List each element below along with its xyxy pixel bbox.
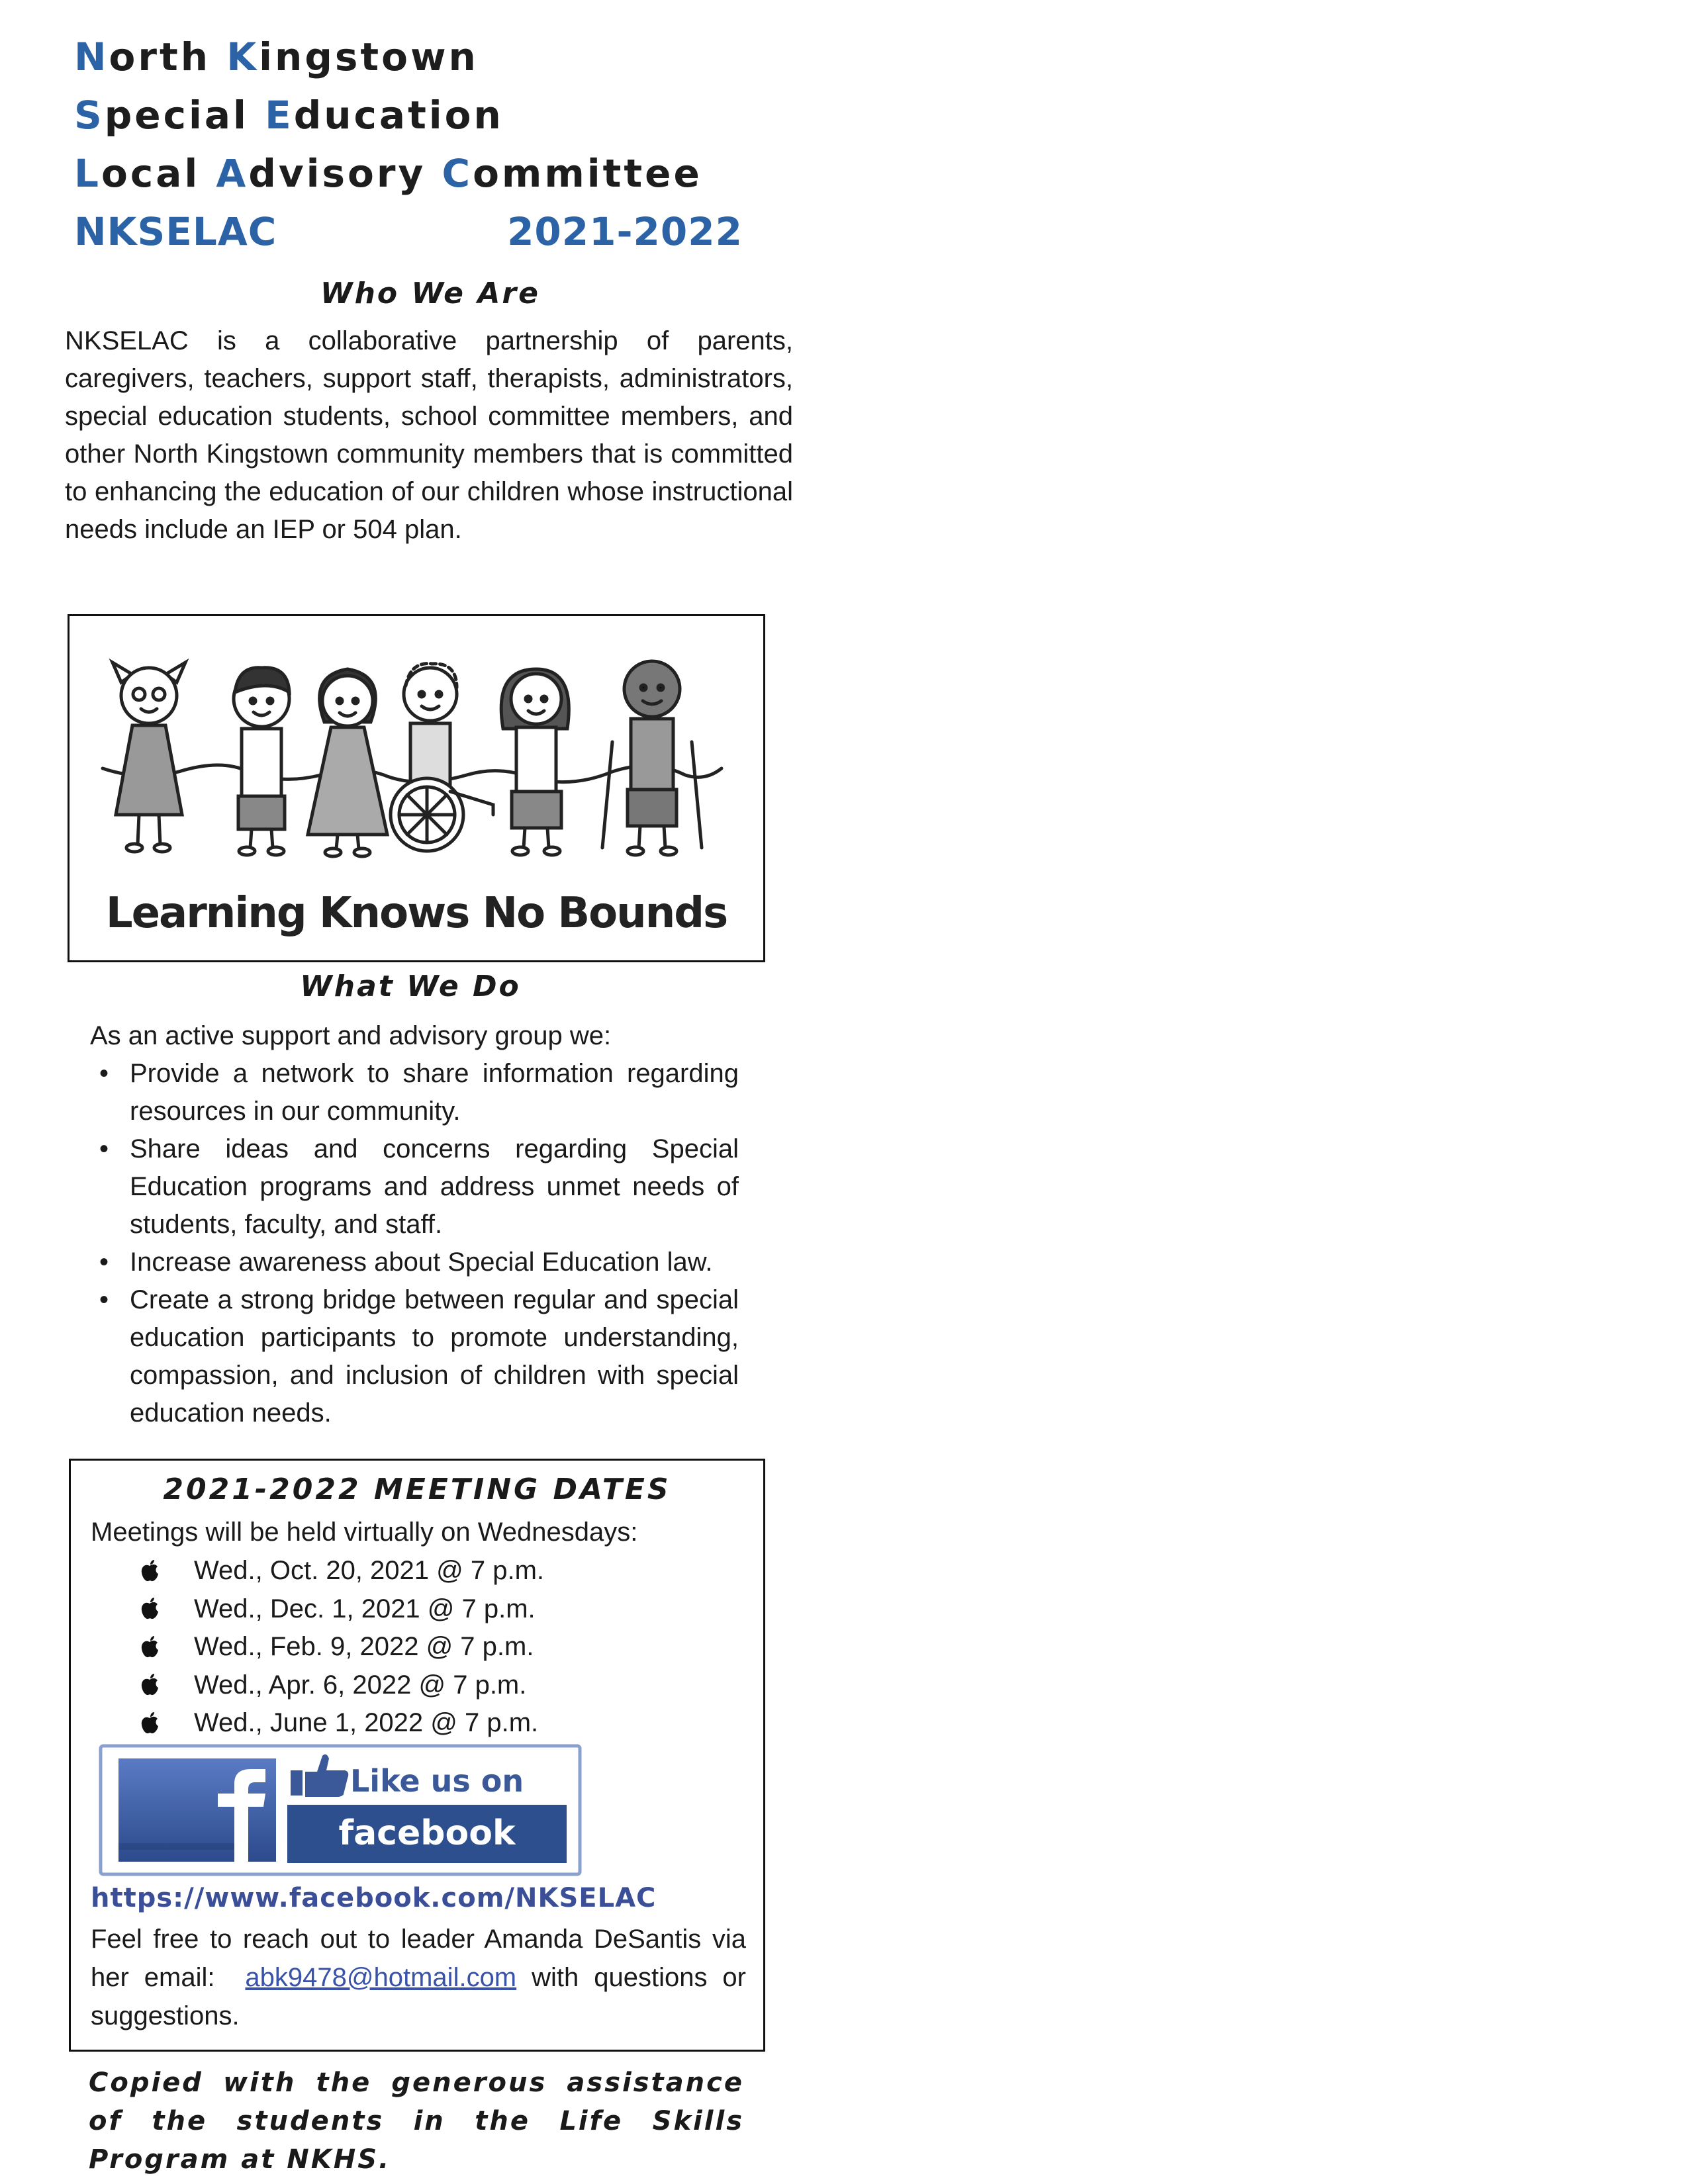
school-year: 2021-2022 [507, 209, 743, 254]
meeting-date-text: Wed., Dec. 1, 2021 @ 7 p.m. [194, 1594, 536, 1623]
contact-pre: Feel free to reach out to leader Amanda DeSantis via her email: [91, 1925, 754, 1992]
apple-bullet-icon [140, 1635, 160, 1659]
meeting-date [140, 1590, 544, 1629]
title-line-3: Local Advisory Committee [74, 151, 702, 196]
who-we-are-text: NKSELAC is a collaborative partnership of parents, caregivers, teachers, support staff, therapists, administrators, special education students, school committee members, and other North Kingstown community members that is committed to enhancing the education of our children whose instructional needs include an IEP or 504 plan. [65, 326, 793, 544]
list-item: • Share ideas and concerns regarding Special Education programs and address unmet needs of students, faculty, and staff. [90, 1130, 739, 1244]
meeting-date [140, 1628, 544, 1666]
apple-bullet-icon [140, 1673, 160, 1697]
list-item: • Create a strong bridge between regular and special education participants to promote understanding, compassion, and inclusion of children with special education needs. [90, 1281, 739, 1432]
meeting-date-text: Wed., Feb. 9, 2022 @ 7 p.m. [194, 1632, 534, 1661]
list-item: • Increase awareness about Special Education law. [90, 1244, 739, 1281]
footer-credit: Copied with the generous assistance of the students in the Life Skills Program at NKHS. [89, 2068, 744, 2175]
who-we-are-heading: Who We Are [320, 277, 540, 310]
title-line-2: Special Education [74, 93, 504, 138]
what-we-do-heading: What We Do [300, 970, 521, 1003]
meeting-date-text: Wed., Oct. 20, 2021 @ 7 p.m. [194, 1556, 545, 1585]
what-we-do-list [90, 1055, 739, 1432]
banner-caption: Learning Knows No Bounds [105, 889, 727, 938]
facebook-like-text: Like us on [350, 1763, 524, 1799]
children-holding-hands-illustration [70, 616, 763, 960]
email-link[interactable]: abk9478@hotmail.com [245, 1963, 517, 1992]
list-item: • Provide a network to share information regarding resources in our community. [90, 1055, 739, 1130]
meeting-date [140, 1704, 544, 1743]
what-we-do-intro: As an active support and advisory group we: [90, 1021, 612, 1050]
meeting-dates-list [140, 1552, 544, 1743]
contact-post: with questions or suggestions. [91, 1963, 746, 2030]
apple-bullet-icon [140, 1597, 160, 1621]
header [74, 28, 749, 261]
facebook-brand-text: facebook [338, 1813, 516, 1853]
facebook-like-badge[interactable] [99, 1744, 582, 1876]
meeting-date [140, 1552, 544, 1590]
facebook-link[interactable]: https://www.facebook.com/NKSELAC [91, 1883, 657, 1913]
title-line-1: North Kingstown [74, 34, 479, 79]
meeting-intro: Meetings will be held virtually on Wednesdays: [91, 1518, 638, 1547]
title-line-4 [74, 203, 749, 261]
apple-bullet-icon [140, 1711, 160, 1735]
learning-banner-image [68, 614, 765, 962]
meeting-date-text: Wed., June 1, 2022 @ 7 p.m. [194, 1708, 539, 1737]
meeting-dates-heading: 2021-2022 MEETING DATES [163, 1473, 671, 1506]
meeting-date [140, 1666, 544, 1705]
apple-bullet-icon [140, 1559, 160, 1583]
meeting-date-text: Wed., Apr. 6, 2022 @ 7 p.m. [194, 1670, 527, 1700]
meeting-dates-box [69, 1459, 765, 2052]
acronym: NKSELAC [74, 209, 277, 254]
contact-text [91, 1920, 754, 2035]
